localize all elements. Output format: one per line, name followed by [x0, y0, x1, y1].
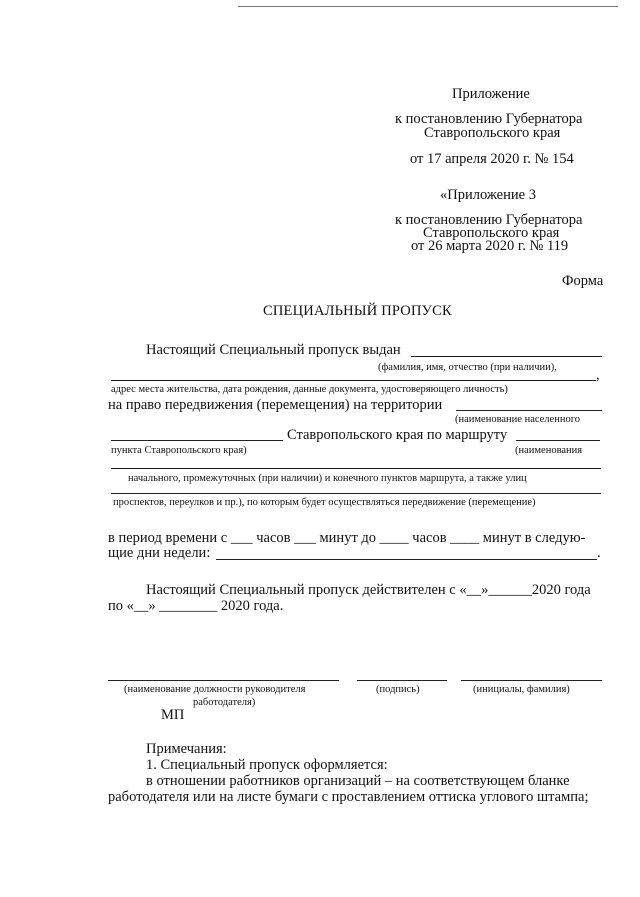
position-hint-line2: работодателя) [193, 697, 256, 708]
route-points-hint: начального, промежуточных (при наличии) и конечного пунктов маршрута, а также улиц [128, 473, 527, 484]
fio-hint: (фамилия, имя, отчество (при наличии), [378, 362, 557, 373]
decree-reference-line1: к постановлению Губернатора [395, 111, 583, 127]
initials-hint: (инициалы, фамилия) [473, 684, 570, 695]
point-hint: пункта Ставропольского края) [111, 445, 247, 456]
streets-line [111, 493, 601, 494]
notes-heading: Примечания: [146, 741, 227, 757]
initials-line [461, 680, 602, 681]
page-title: СПЕЦИАЛЬНЫЙ ПРОПУСК [263, 303, 452, 319]
signature-line [357, 680, 447, 681]
prev-decree-date-number: от 26 марта 2020 г. № 119 [411, 238, 569, 254]
stamp-label: МП [161, 707, 185, 723]
settlement-hint: (наименование населенного [455, 414, 580, 425]
note-item-1b: работодателя или на листе бумаги с проставлением оттиска углового штампа; [108, 789, 589, 805]
address-hint: адрес места жительства, дата рождения, данные документа, удостоверяющего личность) [111, 384, 508, 395]
decree-date-number: от 17 апреля 2020 г. № 154 [410, 151, 574, 167]
route-field-line [516, 440, 600, 441]
settlement-field-line [111, 440, 283, 441]
weekdays-end-dot: . [597, 545, 601, 561]
validity-line2: по «__» ________ 2020 года. [108, 598, 284, 614]
decree-reference-line2: Ставропольского края [424, 125, 561, 141]
name-hint: (наименования [515, 445, 583, 456]
appendix-label: Приложение [452, 86, 530, 102]
address-comma: , [596, 367, 600, 383]
note-item-1: 1. Специальный пропуск оформляется: [146, 757, 388, 773]
appendix3-label: «Приложение 3 [440, 187, 536, 203]
issued-to-text: Настоящий Специальный пропуск выдан [146, 342, 401, 358]
fio-field-line [411, 356, 602, 357]
top-scan-edge [238, 6, 618, 7]
period-line1: в период времени с ___ часов ___ минут до ____ часов ____ минут в следую- [108, 530, 586, 546]
prev-decree-line1: к постановлению Губернатора [395, 212, 583, 228]
form-label: Форма [562, 273, 604, 289]
note-item-1a: в отношении работников организаций – на соответствующем бланке [146, 773, 570, 789]
prev-decree-line2: Ставропольского края [423, 225, 560, 241]
validity-line1: Настоящий Специальный пропуск действителен с «__»______2020 года [146, 582, 591, 598]
position-signature-line [108, 680, 339, 681]
period-line2: щие дни недели: [108, 545, 211, 561]
territory-field-line [456, 410, 602, 411]
address-field-line [111, 380, 596, 381]
route-text: Ставропольского края по маршруту [287, 427, 508, 443]
weekdays-field-line [216, 559, 597, 560]
route-points-line [111, 468, 601, 469]
signature-hint: (подпись) [376, 684, 420, 695]
movement-right-text: на право передвижения (перемещения) на территории [108, 397, 443, 413]
position-hint-line1: (наименование должности руководителя [124, 684, 306, 695]
streets-hint: проспектов, переулков и пр.), по которым будет осуществляться передвижение (перемещение) [113, 497, 536, 508]
